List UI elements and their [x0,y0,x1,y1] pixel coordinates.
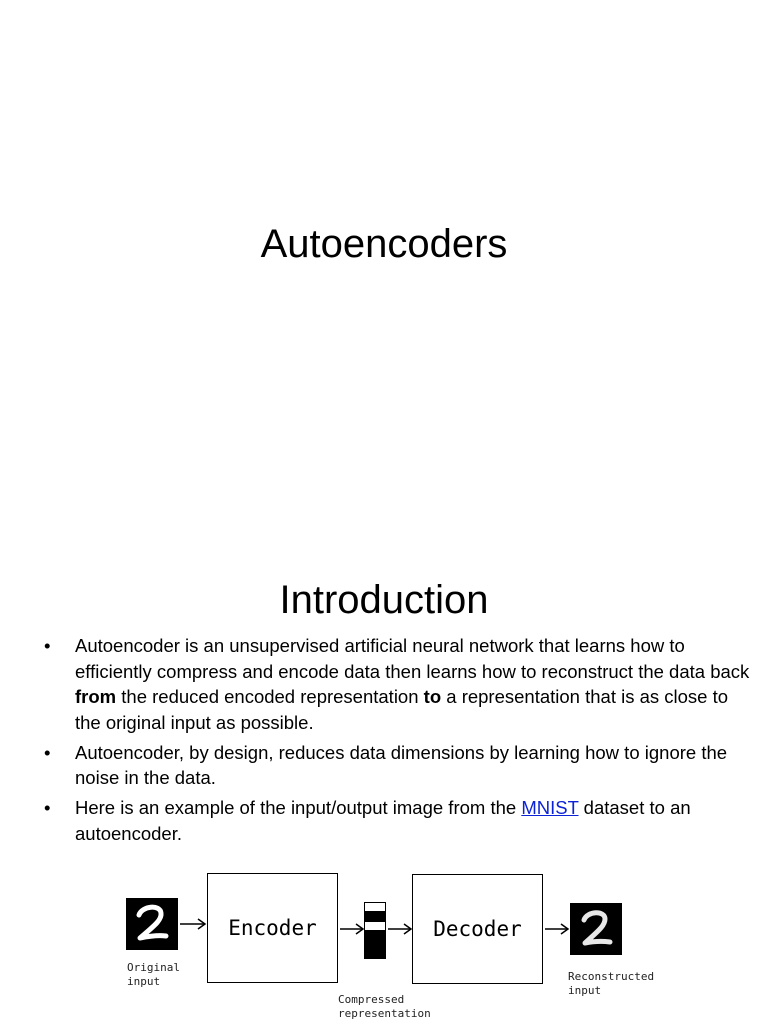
bold-text: from [75,686,117,707]
bullet-text: Autoencoder is an unsupervised artificial neural network that learns how to efficiently compress and encode data then learns how to reconstruct the data back [75,635,750,682]
reconstructed-input-image [570,903,622,955]
mnist-link[interactable]: MNIST [521,797,579,818]
reconstructed-input-caption: Reconstructed input [568,970,655,997]
bullet-text: the reduced encoded representation [116,686,424,707]
bullet-text: Autoencoder, by design, reduces data dimensions by learning how to ignore the noise in the data. [75,741,728,788]
arrow-right-icon [544,922,570,936]
compressed-representation [364,902,386,959]
bullet-item [42,795,752,846]
bullet-dot-icon: • [44,741,51,763]
decoder-block [412,874,543,984]
bullet-dot-icon: • [44,635,51,656]
encoder-block [207,873,338,983]
compressed-representation-caption: Compressed representation [338,993,431,1020]
bullet-item [42,740,752,791]
bullet-dot-icon: • [44,797,51,818]
bullet-item [42,633,752,735]
bold-text: to [423,686,442,707]
bullet-text: dataset to an autoencoder. [75,797,691,844]
arrow-right-icon [179,917,207,931]
arrow-right-icon [339,922,365,936]
slide-title: Autoencoders [260,222,508,266]
original-input-image [126,898,178,950]
autoencoder-diagram [0,860,768,1024]
bullet-list [42,633,752,851]
arrow-right-icon [387,922,413,936]
introduction-slide [0,512,768,1024]
bullet-text: Here is an example of the input/output image from the [75,797,522,818]
original-input-caption: Original input [127,961,180,988]
encoder-label: Encoder [228,916,317,940]
slide-title: Introduction [279,578,489,622]
decoder-label: Decoder [433,917,522,941]
bullet-text: a representation that is as close to the original input as possible. [75,686,729,733]
